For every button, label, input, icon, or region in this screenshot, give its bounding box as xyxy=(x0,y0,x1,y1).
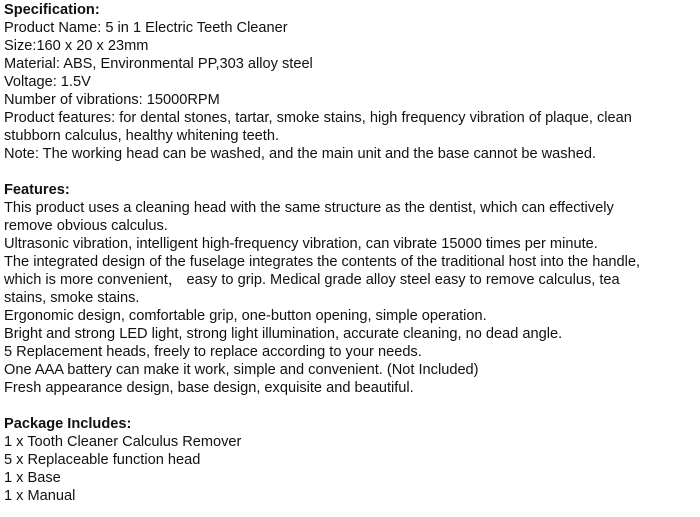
package-item: 1 x Tooth Cleaner Calculus Remover xyxy=(4,434,242,450)
features-title: Features: xyxy=(4,182,70,198)
package-item: 5 x Replaceable function head xyxy=(4,452,201,468)
feature-line: which is more convenient， easy to grip. Medical grade alloy steel easy to remove calculus, tea xyxy=(4,272,620,288)
section-spacer xyxy=(4,163,698,181)
package-title: Package Includes: xyxy=(4,416,132,432)
product-description xyxy=(4,1,698,505)
specification-section xyxy=(4,1,698,163)
spec-line: Product features: for dental stones, tartar, smoke stains, high frequency vibration of plaque, clean xyxy=(4,110,632,126)
specification-title: Specification: xyxy=(4,2,100,18)
feature-line: This product uses a cleaning head with the same structure as the dentist, which can effectively xyxy=(4,200,614,216)
feature-line: Bright and strong LED light, strong light illumination, accurate cleaning, no dead angle. xyxy=(4,326,563,342)
features-section xyxy=(4,181,698,397)
feature-line: remove obvious calculus. xyxy=(4,218,168,234)
spec-line: Size:160 x 20 x 23mm xyxy=(4,38,149,54)
feature-line: Ultrasonic vibration, intelligent high-frequency vibration, can vibrate 15000 times per minute. xyxy=(4,236,598,252)
feature-line: The integrated design of the fuselage integrates the contents of the traditional host into the handle, xyxy=(4,254,641,270)
package-section xyxy=(4,415,698,505)
package-item: 1 x Base xyxy=(4,470,61,486)
feature-line: One AAA battery can make it work, simple and convenient. (Not Included) xyxy=(4,362,479,378)
spec-line: Material: ABS, Environmental PP,303 alloy steel xyxy=(4,56,313,72)
spec-line: Number of vibrations: 15000RPM xyxy=(4,92,220,108)
spec-line: Voltage: 1.5V xyxy=(4,74,91,90)
spec-line: Product Name: 5 in 1 Electric Teeth Cleaner xyxy=(4,20,288,36)
feature-line: 5 Replacement heads, freely to replace according to your needs. xyxy=(4,344,422,360)
package-item: 1 x Manual xyxy=(4,488,76,504)
spec-line: stubborn calculus, healthy whitening teeth. xyxy=(4,128,280,144)
section-spacer xyxy=(4,397,698,415)
feature-line: Fresh appearance design, base design, exquisite and beautiful. xyxy=(4,380,414,396)
feature-line: stains, smoke stains. xyxy=(4,290,140,306)
spec-line: Note: The working head can be washed, and the main unit and the base cannot be washed. xyxy=(4,146,596,162)
feature-line: Ergonomic design, comfortable grip, one-button opening, simple operation. xyxy=(4,308,487,324)
